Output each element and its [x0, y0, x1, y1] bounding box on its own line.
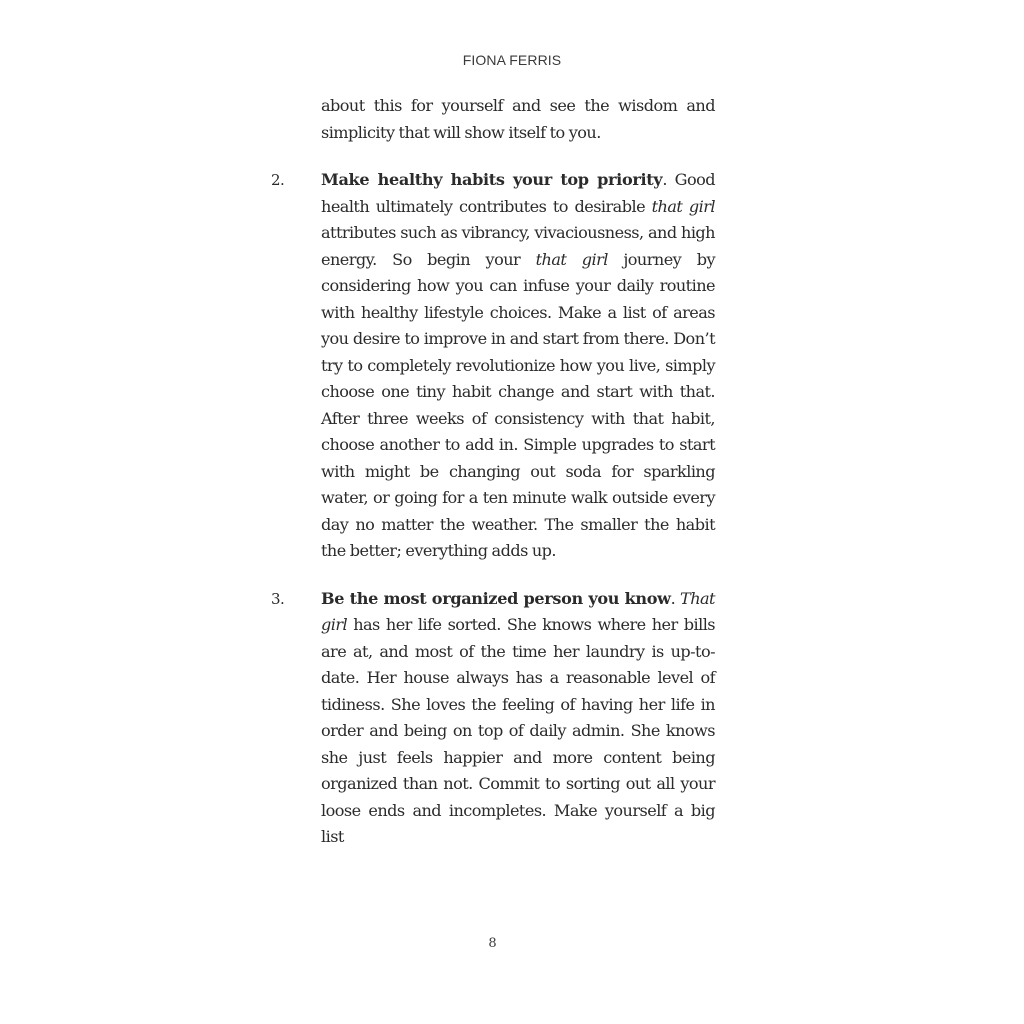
list-item-title: Be the most organized person you know — [321, 588, 671, 608]
emphasis-text: That girl — [321, 588, 715, 634]
list-item-text — [321, 167, 715, 565]
title-punctuation: . — [662, 170, 667, 189]
running-header-author: FIONA FERRIS — [462, 52, 562, 68]
list-number: 3. — [271, 589, 285, 608]
page-body — [271, 93, 715, 851]
list-item-3 — [271, 586, 715, 851]
title-punctuation: . — [670, 588, 676, 608]
body-text: journey by considering how you can infuse your daily routine with healthy lifestyle choices. Make a list of areas you desire to improve in and start from there. Don’t try to completely revolutionize how you live, simply choose one tiny habit change and start with that. After three weeks of consistency with that habit, choose another to add in. Simple upgrades to start with might be changing out soda for sparkling water, or going for a ten minute walk outside every day no matter the weather. The smaller the habit the better; everything adds up. — [321, 249, 715, 560]
body-text: has her life sorted. She knows where her bills are at, and most of the time her laundry is up-to-date. Her house always has a reasonable level of tidiness. She loves the feeling of having her life in order and being on top of daily admin. She knows she just feels happier and more content being organized than not. Commit to sorting out all your loose ends and incompletes. Make yourself a big list — [321, 615, 715, 846]
body-text: Good health ultimately contributes to desirable — [321, 170, 715, 216]
list-item-text — [321, 586, 715, 851]
list-number: 2. — [271, 171, 285, 189]
list-item-2 — [271, 167, 715, 565]
list-item-title: Make healthy habits your top priority — [321, 170, 663, 189]
emphasis-text: that girl — [651, 196, 715, 216]
body-text: attributes such as vibrancy, vivaciousness, and high energy. So begin your — [321, 223, 715, 269]
emphasis-text: that girl — [535, 249, 608, 269]
intro-paragraph: about this for yourself and see the wisdom and simplicity that will show itself to you. — [321, 96, 715, 142]
page-number: 8 — [488, 936, 497, 951]
